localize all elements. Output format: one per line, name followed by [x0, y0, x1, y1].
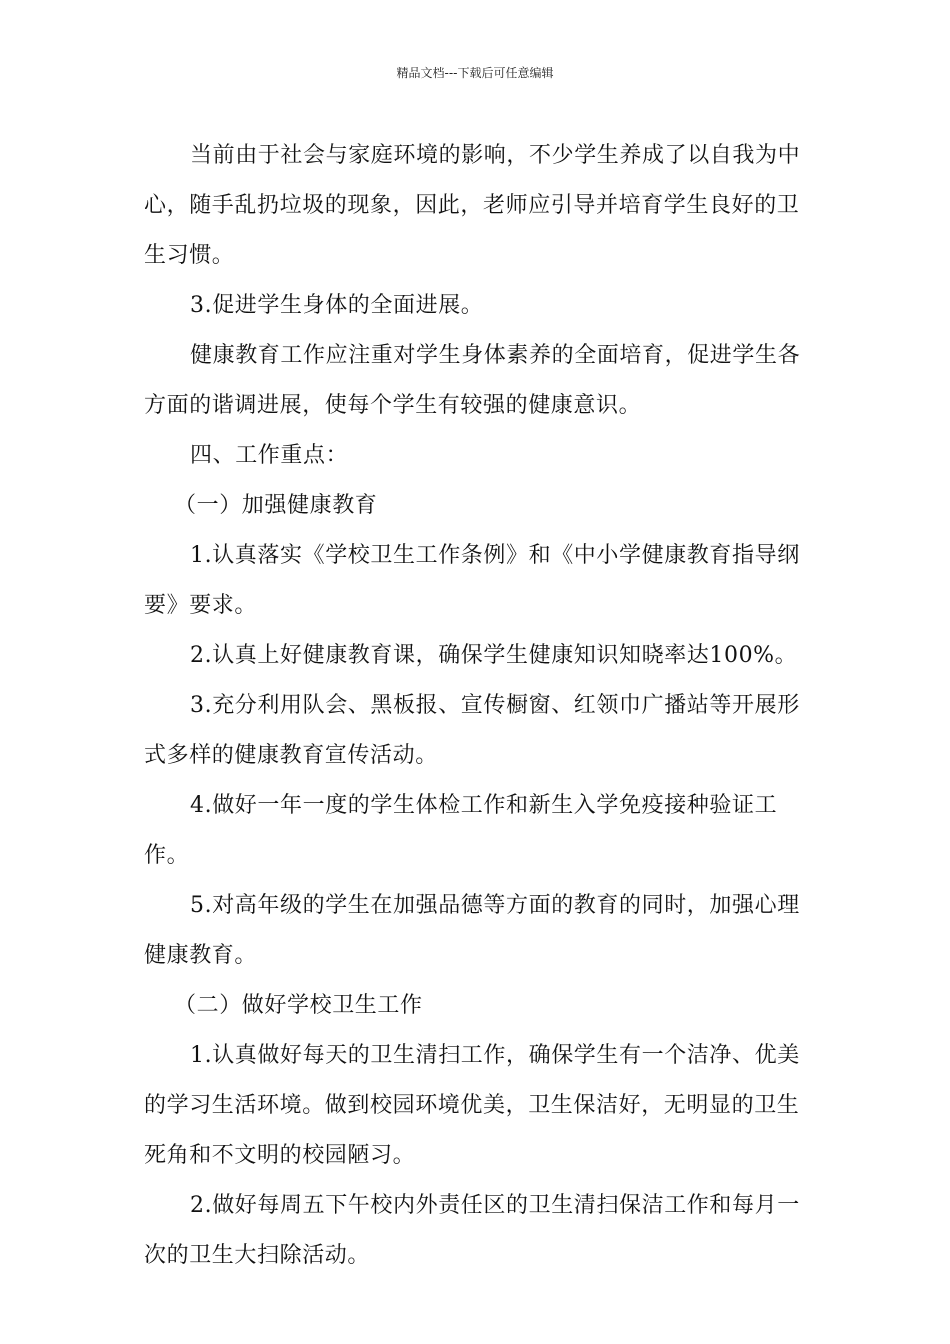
list-item: 1.认真做好每天的卫生清扫工作，确保学生有一个洁净、优美的学习生活环境。做到校园环境优美，卫生保洁好，无明显的卫生死角和不文明的校园陋习。 — [144, 1043, 800, 1168]
list-item: 3.充分利用队会、黑板报、宣传橱窗、红领巾广播站等开展形式多样的健康教育宣传活动。 — [144, 693, 800, 768]
list-item: 5.对高年级的学生在加强品德等方面的教育的同时，加强心理健康教育。 — [144, 893, 800, 968]
paragraph-hygiene-habits: 当前由于社会与家庭环境的影响，不少学生养成了以自我为中心，随手乱扔垃圾的现象，因此，老师应引导并培育学生良好的卫生习惯。 — [144, 143, 801, 268]
list-item: 2.做好每周五下午校内外责任区的卫生清扫保洁工作和每月一次的卫生大扫除活动。 — [144, 1193, 800, 1268]
list-item: 2.认真上好健康教育课，确保学生健康知识知晓率达100%。 — [190, 643, 798, 668]
document-body — [144, 131, 807, 1281]
paragraph-item-3-physical: 3.促进学生身体的全面进展。 — [190, 293, 484, 318]
subsection-heading-school-hygiene: （二）做好学校卫生工作 — [174, 993, 423, 1018]
subsection-heading-health-education: （一）加强健康教育 — [174, 493, 378, 518]
section-heading-work-focus: 四、工作重点： — [190, 443, 349, 468]
page-header: 精品文档---下载后可任意编辑 — [396, 66, 554, 80]
paragraph-health-awareness: 健康教育工作应注重对学生身体素养的全面培育，促进学生各方面的谐调进展，使每个学生有较强的健康意识。 — [144, 343, 801, 418]
list-item: 4.做好一年一度的学生体检工作和新生入学免疫接种验证工作。 — [144, 793, 778, 868]
list-item: 1.认真落实《学校卫生工作条例》和《中小学健康教育指导纲要》要求。 — [144, 543, 800, 618]
